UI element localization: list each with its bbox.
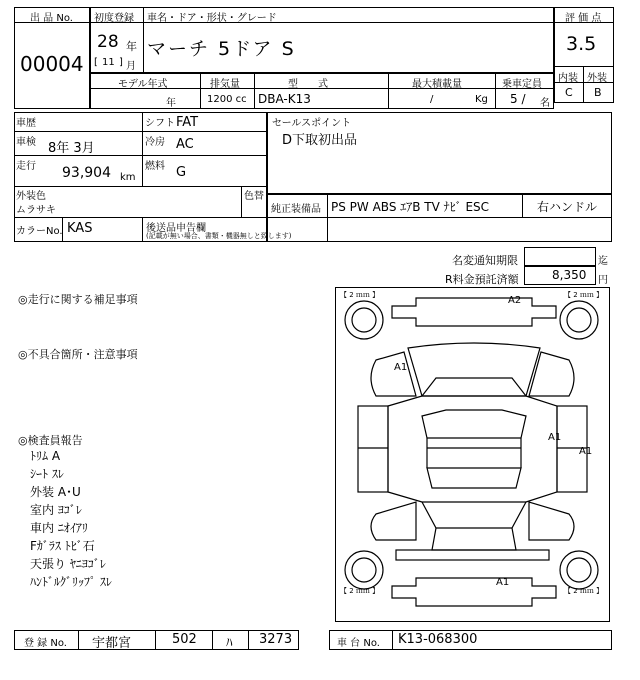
inspector-report-label: ◎検査員報告 [18,434,83,447]
reg-label: 登 録 No. [24,638,67,649]
interior-grade: C [565,86,573,99]
damage-rear: A1 [496,577,510,588]
damage-front-left: A1 [394,362,408,373]
model-year-label: モデル年式 [118,79,168,90]
exterior-label: 外装 [587,73,607,84]
report-line: 車内 ﾆｵｲｱﾘ [30,521,88,535]
capacity-unit: 名 [540,98,550,109]
lot-number: 00004 [20,52,84,76]
max-load-unit: Kg [475,94,488,105]
tire-bl: 【 2 ｍｍ 】 [340,587,380,595]
first-reg-label: 初度登録 [94,13,134,24]
shift: FAT [176,115,199,130]
color-no: KAS [67,221,93,236]
chassis: K13-068300 [398,632,478,647]
max-load-sep: / [430,94,434,105]
capacity: 5 / [510,92,526,106]
model: DBA-K13 [258,92,311,106]
car-name: マーチ 5ドア S [147,38,296,60]
aftermarket-label: 後送品申告欄 [146,223,206,234]
defects-label: ◎不具合箇所・注意事項 [18,348,138,361]
tire-tr: 【 2 ｍｍ 】 [564,291,604,299]
inspection-label: 車検 [16,137,36,148]
car-diagram [335,287,610,622]
reg-area: 宇都宮 [92,636,132,651]
ac-label: 冷房 [145,137,165,148]
inspection: 8年 3月 [48,141,95,156]
report-line: 天張り ﾔﾆﾖｺﾞﾚ [30,557,106,571]
report-line: 外装 A･U [30,485,81,499]
model-year-unit: 年 [166,98,176,109]
sales-point: D下取初出品 [282,133,358,148]
reg-number: 3273 [259,632,293,647]
score-label: 評 価 点 [565,13,602,24]
lot-number-label: 出 品 No. [30,13,73,24]
damage-front-bumper: A2 [508,295,522,306]
color: ムラサキ [16,205,56,216]
fuel-label: 燃料 [145,161,165,172]
report-line: Fｶﾞﾗｽ ﾄﾋﾞ石 [30,539,95,553]
interior-label: 内装 [558,73,578,84]
recycle-label: R料金預託済額 [445,273,519,286]
shift-label: シフト [145,118,175,129]
mileage: 93,904 [62,165,111,181]
displacement-label: 排気量 [210,79,240,90]
report-line: ｼｰﾄ ｽﾚ [30,467,64,481]
tire-tl: 【 2 ｍｍ 】 [340,291,380,299]
name-change-unit: 迄 [598,256,608,267]
first-reg-month: 11 [102,57,115,68]
first-reg-year: 28 [97,32,119,52]
history-label: 車歴 [16,118,36,129]
car-name-label: 車名・ドア・形状・グレード [147,13,277,24]
ac: AC [176,137,194,152]
name-change-box [524,247,596,266]
exterior-grade: B [594,86,602,99]
equipment-label: 純正装備品 [271,204,321,215]
sales-point-label: セールスポイント [272,118,352,129]
reg-kana: ﾊ [226,636,233,651]
model-label: 型 式 [288,79,328,90]
driving-notes-label: ◎走行に関する補足事項 [18,293,138,306]
aftermarket-note: (記載が無い場合、書類・機器無しと致します) [146,232,292,240]
mileage-unit: km [120,172,136,183]
damage-right-door: A1 [548,432,562,443]
first-reg-month-unit: 月 [126,61,136,72]
reg-class: 502 [172,632,197,647]
handle: 右ハンドル [537,200,598,214]
report-line: 室内 ﾖｺﾞﾚ [30,503,82,517]
recolor-label: 色替 [244,191,264,202]
equipment: PS PW ABS ｴｱB TV ﾅﾋﾞ ESC [331,200,490,214]
displacement: 1200 cc [207,94,247,105]
damage-right-side: A1 [579,446,593,457]
mileage-label: 走行 [16,161,36,172]
recycle-unit: 円 [598,275,608,286]
recycle-amount: 8,350 [552,268,587,282]
first-reg-year-unit: 年 [126,40,137,53]
tire-br: 【 2 ｍｍ 】 [564,587,604,595]
report-line: ﾄﾘﾑ A [30,449,61,463]
car-outline [336,288,609,621]
color-label: 外装色 [16,191,46,202]
report-line: ﾊﾝﾄﾞﾙｸﾞﾘｯﾌﾟ ｽﾚ [30,575,112,589]
max-load-label: 最大積載量 [412,79,462,90]
color-no-label: カラーNo. [16,226,63,237]
score: 3.5 [566,33,597,55]
chassis-label: 車 台 No. [337,638,380,649]
capacity-label: 乗車定員 [502,79,542,90]
name-change-label: 名変通知期限 [452,254,518,267]
fuel: G [176,165,187,180]
